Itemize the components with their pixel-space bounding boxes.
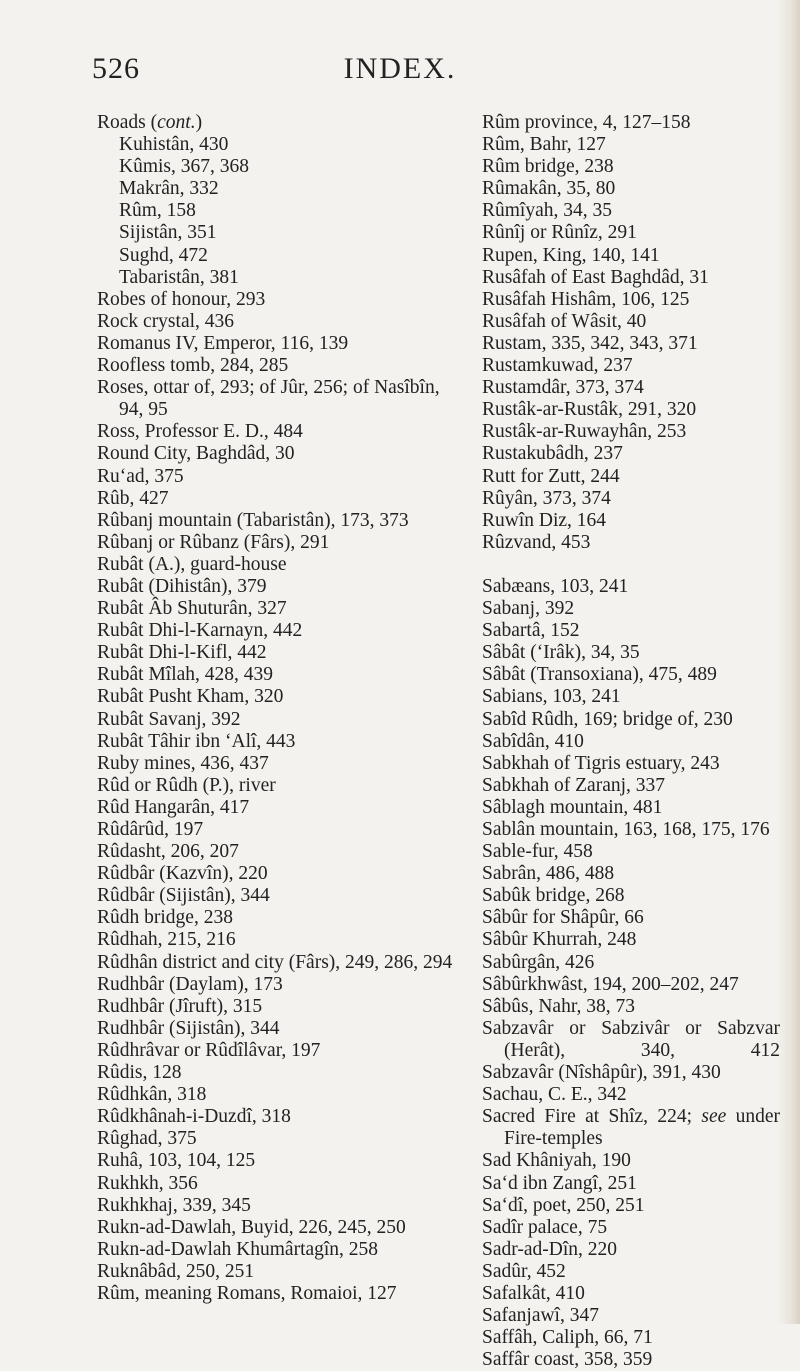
index-entry: Rûdis, 128 [97, 1062, 182, 1084]
index-entry: Sa‘dî, poet, 250, 251 [482, 1194, 645, 1216]
index-entry: Rubât Tâhir ibn ‘Alî, 443 [97, 730, 296, 752]
index-entry: Rûmîyah, 34, 35 [482, 200, 612, 222]
index-subentry: Tabaristân, 381 [119, 266, 239, 288]
index-entry: Rubât Dhi-l-Karnayn, 442 [97, 620, 303, 642]
index-entry: Rûnîj or Rûnîz, 291 [482, 222, 637, 244]
index-entry: Rock crystal, 436 [97, 310, 235, 332]
index-entry: Sâblagh mountain, 481 [482, 796, 663, 818]
index-entry: Rûb, 427 [97, 487, 169, 509]
index-entry: Rûdhkân, 318 [97, 1084, 207, 1106]
index-entry: Sablân mountain, 163, 168, 175, 176 [482, 819, 770, 840]
index-entry: Rûdbâr (Sijistân), 344 [97, 885, 270, 907]
index-entry: Rudhbâr (Sijistân), 344 [97, 1017, 280, 1039]
index-subentry: Kuhistân, 430 [119, 134, 229, 156]
index-entry: Sâbûrkhwâst, 194, 200–202, 247 [482, 973, 739, 995]
index-entry: Rukhkhaj, 339, 345 [97, 1194, 251, 1216]
index-entry: Rûdh bridge, 238 [97, 907, 233, 929]
index-entry: Rubât (Dihistân), 379 [97, 575, 267, 597]
index-entry: Rustâk-ar-Ruwayhân, 253 [482, 421, 687, 443]
index-entry: Rubât (A.), guard-house [97, 553, 287, 575]
index-entry: Sabæans, 103, 241 [482, 575, 629, 597]
index-entry: Rûm, meaning Romans, Romaioi, 127 [97, 1282, 397, 1304]
running-head: INDEX. [343, 52, 457, 85]
index-entry: Rupen, King, 140, 141 [482, 244, 660, 266]
index-entry: Roses, ottar of, 293; of Jûr, 256; of Nasîbîn, 94, 95 [97, 377, 440, 421]
index-column-right [482, 112, 780, 1371]
index-entry: Rusâfah of East Baghdâd, 31 [482, 266, 709, 288]
page-number: 526 [92, 52, 140, 85]
index-entry: Sabzavâr (Nîshâpûr), 391, 430 [482, 1062, 721, 1084]
index-entry: Sadîr palace, 75 [482, 1216, 608, 1238]
index-entry: Sabartâ, 152 [482, 620, 580, 642]
index-entry: Rubât Pusht Kham, 320 [97, 686, 284, 708]
index-entry: Rubât Âb Shuturân, 327 [97, 598, 287, 620]
index-entry: Ruwîn Diz, 164 [482, 509, 607, 531]
index-entry: Sabûk bridge, 268 [482, 885, 625, 907]
index-subentry: Kûmis, 367, 368 [119, 156, 250, 178]
index-entry: Sâbûr for Shâpûr, 66 [482, 907, 644, 929]
index-entry: Ruknâbâd, 250, 251 [97, 1260, 255, 1282]
index-subentry: Makrân, 332 [119, 178, 219, 200]
index-entry: Sabzavâr or Sabzivâr or Sabzvar (Herât), 340, 412 [482, 1017, 780, 1061]
index-entry: Sadr-ad-Dîn, 220 [482, 1238, 617, 1260]
index-entry: Ruhâ, 103, 104, 125 [97, 1150, 256, 1172]
index-entry: Rusâfah of Wâsit, 40 [482, 310, 647, 332]
index-subentry: Sijistân, 351 [119, 222, 217, 244]
index-entry: Robes of honour, 293 [97, 288, 266, 310]
index-entry: Rûbanj mountain (Tabaristân), 173, 373 [97, 509, 409, 531]
index-entry: Rudhbâr (Jîruft), 315 [97, 995, 263, 1017]
index-entry: Sabîd Rûdh, 169; bridge of, 230 [482, 708, 733, 730]
index-entry: Round City, Baghdâd, 30 [97, 443, 295, 465]
index-entry: Rustamkuwad, 237 [482, 355, 633, 377]
index-entry: Saffâr coast, 358, 359 [482, 1349, 653, 1371]
index-entry: Rudhbâr (Daylam), 173 [97, 973, 283, 995]
index-entry: Rukn-ad-Dawlah Khumârtagîn, 258 [97, 1238, 379, 1260]
index-entry: Sad Khâniyah, 190 [482, 1150, 631, 1172]
index-entry: Rûdasht, 206, 207 [97, 841, 239, 863]
index-entry: Sa‘d ibn Zangî, 251 [482, 1172, 637, 1194]
index-entry: Rûdbâr (Kazvîn), 220 [97, 863, 268, 885]
index-entry: Sabrân, 486, 488 [482, 863, 615, 885]
index-entry: Rûd or Rûdh (P.), river [97, 774, 276, 796]
index-entry: Sabkhah of Tigris estuary, 243 [482, 752, 720, 774]
index-entry: Safalkât, 410 [482, 1282, 585, 1304]
index-column-left [97, 112, 461, 1305]
index-entry: Rubât Mîlah, 428, 439 [97, 664, 274, 686]
index-entry: Sabians, 103, 241 [482, 686, 621, 708]
index-entry: Rukhkh, 356 [97, 1172, 198, 1194]
page-edge-shadow [778, 0, 800, 1324]
index-entry: Sabîdân, 410 [482, 730, 584, 752]
index-entry: Sadûr, 452 [482, 1260, 566, 1282]
index-entry: Sacred Fire at Shîz, 224; see under Fire-temples [482, 1106, 781, 1150]
index-entry: Rubât Savanj, 392 [97, 708, 241, 730]
index-entry: Sable-fur, 458 [482, 841, 593, 863]
index-entry: Ru‘ad, 375 [97, 465, 184, 487]
index-entry: Rûdhân district and city (Fârs), 249, 286, 294 [97, 951, 453, 973]
index-entry: Rûm province, 4, 127–158 [482, 112, 691, 133]
index-entry: Sâbât (‘Irâk), 34, 35 [482, 642, 640, 664]
index-entry: Rukn-ad-Dawlah, Buyid, 226, 245, 250 [97, 1216, 406, 1238]
index-entry: Rûm bridge, 238 [482, 156, 614, 178]
index-entry: Sabanj, 392 [482, 598, 575, 620]
index-entry: Rûzvand, 453 [482, 531, 591, 553]
index-entry: Roofless tomb, 284, 285 [97, 355, 289, 377]
index-entry: Rustâk-ar-Rustâk, 291, 320 [482, 399, 697, 421]
index-entry: Roads (cont.) [97, 112, 203, 133]
index-entry: Rûghad, 375 [97, 1128, 197, 1150]
index-entry: Rûdârûd, 197 [97, 819, 204, 840]
index-entry: Ruby mines, 436, 437 [97, 752, 269, 774]
index-entry: Sâbûr Khurrah, 248 [482, 929, 637, 951]
index-entry: Rustamdâr, 373, 374 [482, 377, 644, 399]
index-entry: Sabkhah of Zaranj, 337 [482, 774, 666, 796]
index-entry: Sâbûs, Nahr, 38, 73 [482, 995, 636, 1017]
index-entry: Rûdkhânah-i-Duzdî, 318 [97, 1106, 291, 1128]
index-entry: Rustam, 335, 342, 343, 371 [482, 332, 698, 354]
index-entry: Rûdhrâvar or Rûdîlâvar, 197 [97, 1039, 321, 1061]
index-entry: Rutt for Zutt, 244 [482, 465, 620, 487]
index-entry: Safanjawî, 347 [482, 1305, 599, 1327]
index-entry: Rubât Dhi-l-Kifl, 442 [97, 642, 267, 664]
index-entry: Rûd Hangarân, 417 [97, 796, 250, 818]
index-subentry: Rûm, 158 [119, 200, 196, 222]
index-entry: Sabûrgân, 426 [482, 951, 595, 973]
index-entry: Rûyân, 373, 374 [482, 487, 611, 509]
index-entry: Rûbanj or Rûbanz (Fârs), 291 [97, 531, 330, 553]
index-entry: Sachau, C. E., 342 [482, 1084, 627, 1106]
section-gap [482, 554, 780, 576]
index-entry: Rustakubâdh, 237 [482, 443, 623, 465]
index-entry: Saffâh, Caliph, 66, 71 [482, 1327, 653, 1349]
index-entry: Rûmakân, 35, 80 [482, 178, 616, 200]
index-subentry: Sughd, 472 [119, 244, 208, 266]
index-entry: Sâbât (Transoxiana), 475, 489 [482, 664, 717, 686]
page-header [0, 52, 800, 92]
index-entry: Romanus IV, Emperor, 116, 139 [97, 332, 349, 354]
index-entry: Ross, Professor E. D., 484 [97, 421, 303, 443]
index-entry: Rusâfah Hishâm, 106, 125 [482, 288, 690, 310]
index-entry: Rûdhah, 215, 216 [97, 929, 236, 951]
index-entry: Rûm, Bahr, 127 [482, 134, 606, 156]
